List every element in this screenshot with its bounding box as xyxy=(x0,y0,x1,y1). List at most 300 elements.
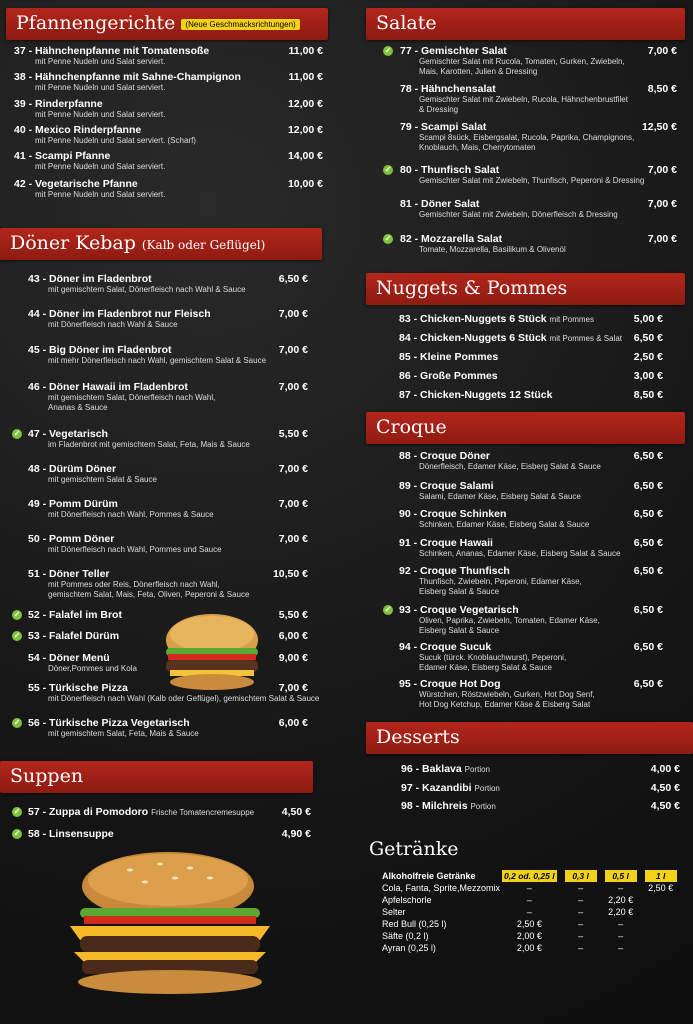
item-name-text: 47 - Vegetarisch xyxy=(28,428,108,440)
item-name-text: 98 - Milchreis xyxy=(401,800,468,812)
croque-title: Croque xyxy=(376,416,447,438)
item-name xyxy=(400,233,566,245)
drinks-row xyxy=(380,930,677,942)
menu-item xyxy=(400,233,566,255)
drink-name: Cola, Fanta, Sprite,Mezzomix xyxy=(382,883,501,893)
item-name-text: 48 - Dürüm Döner xyxy=(28,463,117,475)
item-inline-desc: Portion xyxy=(470,802,496,811)
item-price: 6,00 € xyxy=(278,717,308,729)
item-price: 6,50 € xyxy=(633,450,663,462)
item-price: 7,00 € xyxy=(278,308,308,320)
item-name xyxy=(14,98,165,110)
item-desc: mit Dönerfleisch nach Wahl (Kalb oder Geflügel), gemischtem Salat & Sauce xyxy=(48,694,320,703)
menu-item xyxy=(400,45,625,77)
column-gap xyxy=(557,906,565,918)
item-desc-line2: Mais, Karotten, Julien & Dressing xyxy=(419,67,538,76)
item-name xyxy=(400,198,618,210)
suppen-banner xyxy=(0,761,313,793)
desserts-title: Desserts xyxy=(376,726,460,748)
column-gap xyxy=(557,870,565,882)
item-desc: Oliven, Paprika, Zwiebeln, Tomaten, Edamer Käse, xyxy=(419,616,600,625)
item-name xyxy=(399,508,589,520)
item-name xyxy=(399,332,622,344)
item-price: 8,50 € xyxy=(647,83,677,95)
item-desc: mit gemischtem Salat, Dönerfleisch nach Wahl, xyxy=(48,393,216,402)
item-name xyxy=(399,450,601,462)
drink-price xyxy=(645,942,677,954)
item-name xyxy=(399,370,498,382)
item-desc: Thunfisch, Zwiebeln, Peperoni, Edamer Käse, xyxy=(419,577,582,586)
menu-item xyxy=(28,463,157,485)
vegetarian-check-icon: ✓ xyxy=(13,631,21,640)
item-price: 4,50 € xyxy=(650,782,680,794)
column-gap xyxy=(637,870,645,882)
menu-item xyxy=(28,717,199,739)
desserts-banner xyxy=(366,722,693,754)
item-price: 9,00 € xyxy=(278,652,308,664)
item-name xyxy=(399,537,620,549)
drinks-category-label: Alkoholfreie Getränke xyxy=(382,871,476,881)
item-name xyxy=(399,641,566,653)
drink-price: – xyxy=(526,895,532,905)
item-price: 11,00 € xyxy=(288,45,323,57)
drink-price: – xyxy=(578,907,584,917)
nuggets-title: Nuggets & Pommes xyxy=(376,277,568,299)
drinks-row xyxy=(380,882,677,894)
menu-item xyxy=(14,124,196,146)
item-desc: Tomate, Mozzarella, Basilikum & Olivenöl xyxy=(419,245,566,254)
item-name xyxy=(399,351,498,363)
item-price: 14,00 € xyxy=(287,150,323,162)
item-price: 6,50 € xyxy=(633,537,663,549)
item-desc: mit Penne Nudeln und Salat serviert. xyxy=(35,57,166,66)
item-name xyxy=(28,568,249,580)
item-name-text: 88 - Croque Döner xyxy=(399,450,491,462)
item-desc: Scampi 8sück, Eisbergsalat, Rucola, Paprika, Champignons, xyxy=(419,133,635,142)
item-price: 7,00 € xyxy=(647,233,677,245)
item-name-text: 96 - Baklava xyxy=(401,763,462,775)
item-name xyxy=(28,344,266,356)
menu-item xyxy=(399,450,601,472)
menu-item xyxy=(28,498,214,520)
item-name xyxy=(28,381,215,393)
menu-item xyxy=(14,71,241,93)
item-desc: mit gemischtem Salat, Dönerfleisch nach Wahl & Sauce xyxy=(48,285,246,294)
item-name-text: 93 - Croque Vegetarisch xyxy=(399,604,519,616)
menu-item xyxy=(401,800,496,812)
item-desc: mit Penne Nudeln und Salat serviert. xyxy=(35,83,166,92)
pfannen-banner xyxy=(6,8,328,40)
menu-item xyxy=(28,344,266,366)
drink-name: Apfelschorle xyxy=(382,895,432,905)
drink-price xyxy=(645,894,677,906)
item-price: 11,00 € xyxy=(288,71,323,83)
menu-item xyxy=(28,652,137,674)
menu-item xyxy=(399,508,589,530)
item-inline-desc: Portion xyxy=(464,765,490,774)
item-name-text: 53 - Falafel Dürüm xyxy=(28,630,120,642)
croque-banner xyxy=(366,412,685,444)
item-price: 6,50 € xyxy=(633,604,663,616)
drink-price: – xyxy=(526,883,532,893)
menu-item xyxy=(399,313,594,325)
item-name-text: 83 - Chicken-Nuggets 6 Stück xyxy=(399,313,547,325)
menu-item xyxy=(400,121,634,153)
menu-item xyxy=(28,308,211,330)
item-name xyxy=(28,428,250,440)
item-name-text: 91 - Croque Hawaii xyxy=(399,537,493,549)
drink-price: – xyxy=(618,883,624,893)
item-name-text: 77 - Gemischter Salat xyxy=(400,45,507,57)
menu-item xyxy=(28,381,215,413)
item-name xyxy=(28,273,246,285)
item-name xyxy=(28,533,222,545)
drink-price xyxy=(645,930,677,942)
drinks-table xyxy=(380,870,677,954)
item-name-text: 42 - Vegetarische Pfanne xyxy=(14,178,138,190)
drink-price xyxy=(645,918,677,930)
item-desc: mit Penne Nudeln und Salat serviert. xyxy=(35,110,166,119)
new-flavors-tag: (Neue Geschmacksrichtungen) xyxy=(181,19,299,30)
item-name-text: 85 - Kleine Pommes xyxy=(399,351,499,363)
item-desc: mit Penne Nudeln und Salat serviert. xyxy=(35,162,166,171)
item-name-text: 80 - Thunfisch Salat xyxy=(400,164,500,176)
column-gap xyxy=(557,942,565,954)
item-name-text: 55 - Türkische Pizza xyxy=(28,682,128,694)
item-name xyxy=(28,463,157,475)
menu-item xyxy=(399,678,595,710)
drinks-row xyxy=(380,942,677,954)
item-desc: mit Dönerfleisch nach Wahl & Sauce xyxy=(48,320,178,329)
drink-price: 2,20 € xyxy=(608,907,634,917)
item-name xyxy=(399,565,582,577)
item-name xyxy=(400,121,634,133)
column-gap xyxy=(637,918,645,930)
item-name-text: 40 - Mexico Rinderpfanne xyxy=(14,124,142,136)
size-header: 0,2 od. 0,25 l xyxy=(504,871,555,881)
vegetarian-check-icon: ✓ xyxy=(13,807,21,816)
item-name xyxy=(400,164,644,176)
menu-item xyxy=(14,150,165,172)
item-name-text: 92 - Croque Thunfisch xyxy=(399,565,510,577)
item-desc: mit gemischtem Salat & Sauce xyxy=(48,475,157,484)
item-desc: mit Dönerfleisch nach Wahl, Pommes & Sauce xyxy=(48,510,214,519)
item-name-text: 37 - Hähnchenpfanne mit Tomatensoße xyxy=(14,45,210,57)
menu-item xyxy=(400,83,628,115)
item-name-text: 41 - Scampi Pfanne xyxy=(14,150,111,162)
burger-image-large xyxy=(50,848,290,998)
item-name xyxy=(14,124,196,136)
suppen-title: Suppen xyxy=(10,765,84,787)
item-desc: Gemischter Salat mit Zwiebeln, Dönerfleisch & Dressing xyxy=(419,210,618,219)
column-gap xyxy=(637,942,645,954)
item-name-text: 90 - Croque Schinken xyxy=(399,508,507,520)
item-name xyxy=(28,498,214,510)
item-name-text: 58 - Linsensuppe xyxy=(28,828,114,840)
item-name-text: 52 - Falafel im Brot xyxy=(28,609,122,621)
menu-item xyxy=(399,389,552,401)
item-price: 5,50 € xyxy=(278,609,308,621)
item-name-text: 57 - Zuppa di Pomodoro xyxy=(28,806,149,818)
menu-item xyxy=(28,568,249,600)
item-desc: im Fladenbrot mit gemischtem Salat, Feta, Mais & Sauce xyxy=(48,440,250,449)
menu-item xyxy=(399,370,498,382)
nuggets-banner xyxy=(366,273,685,305)
item-price: 6,50 € xyxy=(278,273,308,285)
menu-item xyxy=(28,630,119,642)
doener-banner xyxy=(0,228,322,260)
drink-price: 2,00 € xyxy=(516,931,542,941)
menu-item xyxy=(28,428,250,450)
drink-price: – xyxy=(578,943,584,953)
menu-item xyxy=(28,609,122,621)
item-inline-desc: Portion xyxy=(474,784,500,793)
item-name xyxy=(400,45,625,57)
item-price: 7,00 € xyxy=(647,45,677,57)
drink-price: – xyxy=(578,895,584,905)
item-desc: Sucuk (türck. Knoblauchwurst), Peperoni, xyxy=(419,653,567,662)
drink-price: – xyxy=(618,943,624,953)
item-name xyxy=(399,604,600,616)
item-price: 6,50 € xyxy=(633,480,663,492)
item-desc: Gemischter Salat mit Zwiebeln, Rucola, Hähnchenbrustfilet xyxy=(419,95,628,104)
size-header: 1 l xyxy=(645,870,677,882)
item-name xyxy=(28,609,122,621)
item-name-text: 89 - Croque Salami xyxy=(399,480,494,492)
item-name-text: 43 - Döner im Fladenbrot xyxy=(28,273,152,285)
item-price: 6,50 € xyxy=(633,678,663,690)
column-gap xyxy=(557,894,565,906)
item-price: 4,50 € xyxy=(650,800,680,812)
item-desc-line2: Hot Dog Ketchup, Edamer Käse & Eisberg Salat xyxy=(419,700,591,709)
drinks-header-row xyxy=(380,870,677,882)
menu-item xyxy=(399,565,582,597)
menu-item xyxy=(14,45,209,67)
vegetarian-check-icon: ✓ xyxy=(13,718,21,727)
item-name-text: 79 - Scampi Salat xyxy=(400,121,487,133)
item-desc: mit mehr Dönerfleisch nach Wahl, gemischtem Salat & Sauce xyxy=(48,356,267,365)
column-gap xyxy=(597,870,605,882)
item-inline-desc: Frische Tomatencremesuppe xyxy=(151,808,255,817)
getraenke-title: Getränke xyxy=(369,838,459,860)
menu-item xyxy=(14,178,165,200)
column-gap xyxy=(597,942,605,954)
item-name-text: 84 - Chicken-Nuggets 6 Stück xyxy=(399,332,547,344)
salate-banner xyxy=(366,8,685,40)
item-name xyxy=(14,178,165,190)
item-price: 6,00 € xyxy=(278,630,308,642)
drink-price: 2,50 € xyxy=(648,883,674,893)
item-price: 5,00 € xyxy=(633,313,663,325)
item-name xyxy=(14,150,165,162)
menu-item xyxy=(401,763,490,775)
column-gap xyxy=(637,930,645,942)
menu-item xyxy=(399,604,600,636)
item-name xyxy=(28,828,114,840)
item-price: 4,50 € xyxy=(281,806,311,818)
menu-item xyxy=(399,351,498,363)
menu-item xyxy=(14,98,165,120)
item-name xyxy=(28,652,137,664)
item-desc-line2: Ananas & Sauce xyxy=(48,403,108,412)
menu-item xyxy=(28,828,114,840)
item-name xyxy=(401,800,496,812)
item-name xyxy=(399,313,594,325)
item-name-text: 39 - Rinderpfanne xyxy=(14,98,103,110)
item-desc: Würstchen, Röstzwiebeln, Gurken, Hot Dog Senf, xyxy=(419,690,595,699)
menu-item xyxy=(399,537,620,559)
item-name-text: 97 - Kazandibi xyxy=(401,782,472,794)
item-desc-line2: gemischtem Salat, Mais, Feta, Oliven, Peperoni & Sauce xyxy=(48,590,250,599)
vegetarian-check-icon: ✓ xyxy=(13,429,21,438)
item-name xyxy=(399,480,581,492)
vegetarian-check-icon: ✓ xyxy=(13,610,21,619)
drink-price: – xyxy=(578,931,584,941)
item-price: 4,90 € xyxy=(281,828,311,840)
column-gap xyxy=(597,882,605,894)
menu-item xyxy=(400,198,618,220)
column-gap xyxy=(637,894,645,906)
item-name-text: 95 - Croque Hot Dog xyxy=(399,678,501,690)
menu-item xyxy=(399,332,622,344)
salate-title: Salate xyxy=(376,12,437,34)
item-price: 7,00 € xyxy=(278,381,308,393)
item-desc-line2: Eisberg Salat & Sauce xyxy=(419,626,500,635)
menu-item xyxy=(28,533,222,555)
size-header: 0,3 l xyxy=(565,870,597,882)
size-header: 0,5 l xyxy=(605,870,637,882)
drink-price: – xyxy=(618,931,624,941)
item-desc: mit Pommes oder Reis, Dönerfleisch nach Wahl, xyxy=(48,580,220,589)
item-desc: Döner,Pommes und Kola xyxy=(48,664,137,673)
drink-name: Ayran (0,25 l) xyxy=(382,943,436,953)
drink-price: 2,50 € xyxy=(516,919,542,929)
drink-price: – xyxy=(526,907,532,917)
item-desc: Gemischter Salat mit Zwiebeln, Thunfisch, Peperoni & Dressing xyxy=(419,176,645,185)
item-price: 7,00 € xyxy=(647,164,677,176)
item-price: 12,00 € xyxy=(287,124,323,136)
item-desc-line2: Knoblauch, Mais, Cherrytomaten xyxy=(419,143,536,152)
item-price: 7,00 € xyxy=(278,344,308,356)
item-price: 10,00 € xyxy=(287,178,323,190)
vegetarian-check-icon: ✓ xyxy=(384,234,392,243)
item-price: 7,00 € xyxy=(278,498,308,510)
drink-name: Selter xyxy=(382,907,406,917)
drink-name: Red Bull (0,25 l) xyxy=(382,919,447,929)
column-gap xyxy=(597,930,605,942)
item-name-text: 45 - Big Döner im Fladenbrot xyxy=(28,344,172,356)
item-desc: mit Penne Nudeln und Salat serviert. (Scharf) xyxy=(35,136,196,145)
menu-item xyxy=(401,782,500,794)
item-name-text: 49 - Pomm Dürüm xyxy=(28,498,118,510)
item-price: 6,50 € xyxy=(633,508,663,520)
item-price: 12,50 € xyxy=(641,121,677,133)
vegetarian-check-icon: ✓ xyxy=(384,605,392,614)
drink-price: – xyxy=(578,883,584,893)
doener-title: Döner Kebap (Kalb oder Geflügel) xyxy=(10,232,266,254)
item-name xyxy=(399,678,595,690)
item-desc: Salami, Edamer Käse, Eisberg Salat & Sauce xyxy=(419,492,581,501)
item-name-text: 82 - Mozzarella Salat xyxy=(400,233,503,245)
column-gap xyxy=(597,894,605,906)
drink-price: – xyxy=(578,919,584,929)
item-price: 4,00 € xyxy=(650,763,680,775)
item-desc-line2: Eisberg Salat & Sauce xyxy=(419,587,500,596)
item-price: 8,50 € xyxy=(633,389,663,401)
item-name-text: 50 - Pomm Döner xyxy=(28,533,115,545)
item-name xyxy=(399,389,552,401)
item-name-text: 87 - Chicken-Nuggets 12 Stück xyxy=(399,389,553,401)
burger-image-small xyxy=(160,610,264,692)
item-name-text: 78 - Hähnchensalat xyxy=(400,83,496,95)
item-name-text: 56 - Türkische Pizza Vegetarisch xyxy=(28,717,190,729)
menu-item xyxy=(28,273,246,295)
item-name xyxy=(400,83,628,95)
item-price: 7,00 € xyxy=(647,198,677,210)
item-price: 10,50 € xyxy=(272,568,308,580)
vegetarian-check-icon: ✓ xyxy=(384,165,392,174)
item-price: 5,50 € xyxy=(278,428,308,440)
item-desc: mit Penne Nudeln und Salat serviert. xyxy=(35,190,166,199)
item-name xyxy=(28,806,254,818)
column-gap xyxy=(557,930,565,942)
menu-item xyxy=(399,480,581,502)
item-name-text: 46 - Döner Hawaii im Fladenbrot xyxy=(28,381,188,393)
item-desc-line2: & Dressing xyxy=(419,105,459,114)
item-name xyxy=(14,71,241,83)
vegetarian-check-icon: ✓ xyxy=(384,46,392,55)
item-price: 6,50 € xyxy=(633,641,663,653)
item-name xyxy=(28,630,119,642)
column-gap xyxy=(557,918,565,930)
drink-price: 2,00 € xyxy=(516,943,542,953)
item-name xyxy=(14,45,209,57)
item-price: 12,00 € xyxy=(287,98,323,110)
item-name xyxy=(401,782,500,794)
item-name-text: 54 - Döner Menü xyxy=(28,652,110,664)
item-inline-desc: mit Pommes xyxy=(549,315,594,324)
drink-price: 2,20 € xyxy=(608,895,634,905)
item-name-text: 81 - Döner Salat xyxy=(400,198,480,210)
item-desc: Gemischter Salat mit Rucola, Tomaten, Gurken, Zwiebeln, xyxy=(419,57,625,66)
column-gap xyxy=(597,918,605,930)
item-price: 6,50 € xyxy=(633,565,663,577)
menu-item xyxy=(399,641,566,673)
item-desc: mit gemischtem Salat, Feta, Mais & Sauce xyxy=(48,729,199,738)
vegetarian-check-icon: ✓ xyxy=(13,829,21,838)
item-name-text: 86 - Große Pommes xyxy=(399,370,498,382)
item-price: 2,50 € xyxy=(633,351,663,363)
item-name-text: 94 - Croque Sucuk xyxy=(399,641,492,653)
column-gap xyxy=(557,882,565,894)
menu-item xyxy=(28,806,254,818)
column-gap xyxy=(637,906,645,918)
drinks-row xyxy=(380,894,677,906)
drink-price xyxy=(645,906,677,918)
item-desc: mit Dönerfleisch nach Wahl, Pommes und Sauce xyxy=(48,545,222,554)
item-desc-line2: Edamer Käse, Eisberg Salat & Sauce xyxy=(419,663,552,672)
column-gap xyxy=(637,882,645,894)
drinks-row xyxy=(380,918,677,930)
item-name-text: 38 - Hähnchenpfanne mit Sahne-Champignon xyxy=(14,71,241,83)
item-price: 7,00 € xyxy=(278,463,308,475)
item-price: 3,00 € xyxy=(633,370,663,382)
drinks-row xyxy=(380,906,677,918)
item-name xyxy=(28,308,211,320)
item-desc: Dönerfleisch, Edamer Käse, Eisberg Salat & Sauce xyxy=(419,462,601,471)
pfannen-title: Pfannengerichte (Neue Geschmacksrichtungen) xyxy=(16,12,300,34)
item-name-text: 51 - Döner Teller xyxy=(28,568,110,580)
